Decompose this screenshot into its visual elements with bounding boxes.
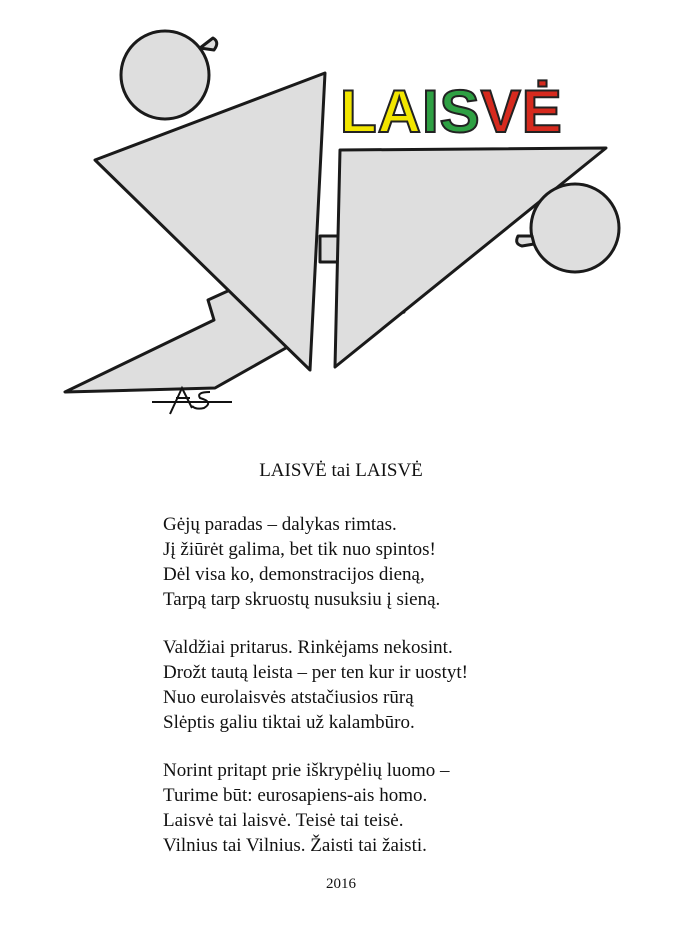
stanza-2	[163, 635, 468, 735]
artist-signature	[152, 388, 232, 414]
poem-year: 2016	[326, 876, 356, 892]
poem-line: Drožt tautą leista – per ten kur ir uostyt!	[163, 662, 468, 683]
poem-line: Norint pritapt prie iškrypėlių luomo –	[163, 760, 450, 781]
tangram-figures-illustration	[0, 0, 682, 430]
logo-letter: I	[422, 78, 440, 145]
signature-text: AS	[0, 0, 2, 1]
left-figure-head	[121, 31, 217, 119]
poem-line: Gėjų paradas – dalykas rimtas.	[163, 514, 397, 535]
stanza-1	[163, 512, 440, 612]
laisve-logo	[340, 78, 563, 145]
logo-letter: Ė	[521, 78, 563, 145]
poem-line: Vilnius tai Vilnius. Žaisti tai žaisti.	[163, 835, 427, 856]
poem-title: LAISVĖ tai LAISVĖ	[259, 460, 423, 481]
poem-line: Valdžiai pritarus. Rinkėjams nekosint.	[163, 637, 453, 658]
poem-line: Slėptis galiu tiktai už kalambūro.	[163, 712, 415, 733]
poem-line: Laisvė tai laisvė. Teisė tai teisė.	[163, 810, 404, 831]
logo-letter: S	[439, 78, 481, 145]
poem-line: Nuo eurolaisvės atstačiusios rūrą	[163, 687, 414, 708]
poem-line: Jį žiūrėt galima, bet tik nuo spintos!	[163, 539, 436, 560]
stanza-3	[163, 758, 450, 858]
poem-line: Tarpą tarp skruostų nusuksiu į sieną.	[163, 589, 441, 610]
poem-line: Dėl visa ko, demonstracijos dieną,	[163, 564, 425, 585]
logo-letter: V	[480, 78, 522, 145]
logo-letter: L	[340, 78, 378, 145]
logo-letter: A	[377, 78, 422, 145]
poem-line: Turime būt: eurosapiens-ais homo.	[163, 785, 428, 806]
